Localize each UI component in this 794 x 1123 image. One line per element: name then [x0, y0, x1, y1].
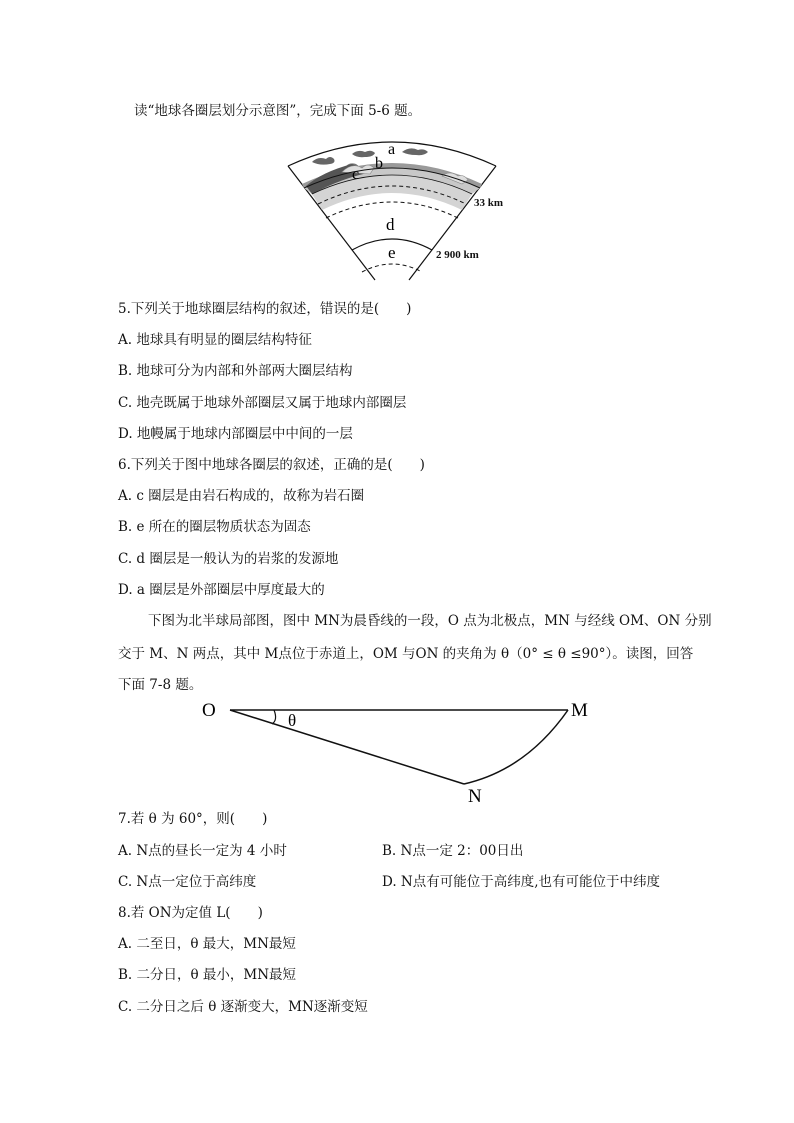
intro-q7-8-line1: 下图为北半球局部图，图中 MN为晨昏线的一段，O 点为北极点，MN 与经线 OM、ON 分别: [148, 613, 712, 629]
q5-option-c: C. 地壳既属于地球外部圈层又属于地球内部圈层: [118, 395, 407, 411]
point-m-label: M: [571, 700, 588, 721]
q7-option-c: C. N点一定位于高纬度: [118, 874, 257, 890]
q7-option-a: A. N点的昼长一定为 4 小时: [118, 843, 287, 859]
depth-2900km-label: 2 900 km: [436, 249, 479, 261]
q5-option-b: B. 地球可分为内部和外部两大圈层结构: [118, 363, 353, 379]
q6-option-a: A. c 圈层是由岩石构成的，故称为岩石圈: [118, 488, 365, 504]
label-e: e: [388, 243, 396, 262]
theta-label: θ: [288, 711, 297, 730]
label-c: c: [352, 166, 360, 183]
intro-q7-8-line2: 交于 M、N 两点，其中 M点位于赤道上，OM 与ON 的夹角为 θ（0° ≤ θ ≤90°）。读图，回答: [118, 646, 694, 662]
q8-option-b: B. 二分日，θ 最小，MN最短: [118, 967, 297, 983]
q5-stem: 5.下列关于地球圈层结构的叙述，错误的是( ): [118, 301, 412, 317]
q7-stem: 7.若 θ 为 60°，则( ): [118, 811, 268, 827]
cloud-icon: [352, 151, 375, 157]
q5-option-d: D. 地幔属于地球内部圈层中中间的一层: [118, 426, 353, 442]
intro-q5-6: 读“地球各圈层划分示意图”，完成下面 5-6 题。: [134, 103, 422, 119]
terminator-angle-diagram: [196, 694, 606, 809]
label-b: b: [375, 155, 383, 172]
cloud-icon: [312, 157, 335, 165]
point-n-label: N: [468, 786, 482, 807]
arc-mn: [464, 710, 568, 784]
q8-stem: 8.若 ON为定值 L( ): [118, 905, 263, 921]
line-on: [230, 710, 464, 784]
q6-option-d: D. a 圈层是外部圈层中厚度最大的: [118, 582, 325, 598]
q8-option-c: C. 二分日之后 θ 逐渐变大，MN逐渐变短: [118, 999, 368, 1015]
q6-option-b: B. e 所在的圈层物质状态为固态: [118, 519, 311, 535]
point-o-label: O: [202, 700, 216, 721]
cloud-icon: [402, 148, 428, 155]
intro-q7-8-line3: 下面 7-8 题。: [118, 677, 203, 693]
q7-option-d: D. N点有可能位于高纬度,也有可能位于中纬度: [382, 874, 661, 890]
depth-33km-label: 33 km: [474, 197, 504, 209]
q6-option-c: C. d 圈层是一般认为的岩浆的发源地: [118, 551, 339, 567]
q6-stem: 6.下列关于图中地球各圈层的叙述，正确的是( ): [118, 457, 425, 473]
label-d: d: [386, 215, 395, 234]
q7-option-b: B. N点一定 2：00日出: [382, 843, 524, 859]
q8-option-a: A. 二至日，θ 最大，MN最短: [118, 936, 296, 952]
label-a: a: [388, 141, 396, 158]
q5-option-a: A. 地球具有明显的圈层结构特征: [118, 332, 312, 348]
angle-arc: [272, 710, 276, 724]
